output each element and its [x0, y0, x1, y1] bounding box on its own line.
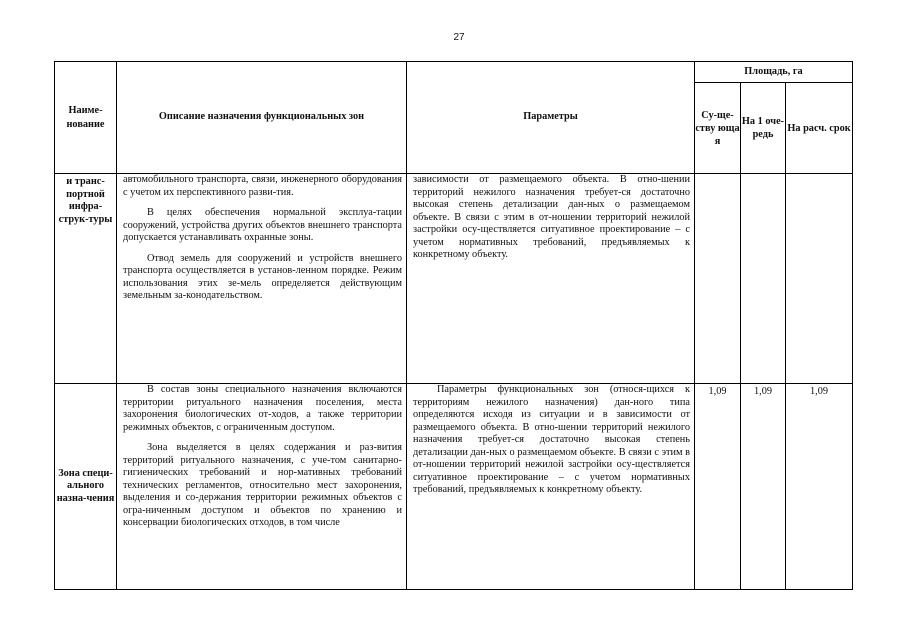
description-paragraph: Зона выделяется в целях содержания и раз-вития территорий ритуального назначения, с уче-том санитарно-гигиенических требований и нор-мативных требований технических регламентов, относительно мест захоронения, выделения и со-держания территории режимных объектов с огра-ниченным доступом и объектов по хранению и консервации биологических отходов, в том числе: [123, 442, 402, 528]
header-description: [117, 62, 407, 174]
page-number: 27: [453, 32, 465, 43]
row-calc-term-cell: [786, 174, 853, 384]
header-existing-label: Су-ще-ству юща я: [695, 109, 740, 147]
row-first-stage-cell: [741, 174, 786, 384]
header-area: [695, 62, 853, 83]
row-name: и транс-портной инфра-струк-туры: [58, 176, 113, 225]
description-paragraph: В целях обеспечения нормальной эксплуа-тации сооружений, устройства других объектов внешнего транспорта допускается устанавливать охранные зоны.: [123, 207, 402, 243]
description-paragraph: автомобильного транспорта, связи, инженерного оборудования с учетом их перспективного разви-тия.: [123, 174, 402, 198]
functional-zones-table: [54, 61, 853, 590]
header-first-stage: [741, 83, 786, 174]
row-description-cell: [117, 174, 407, 384]
row-calc-term-cell: [786, 384, 853, 590]
row-existing-cell: [695, 384, 741, 590]
row-description-cell: [117, 384, 407, 590]
header-existing: [695, 83, 741, 174]
row-name-cell: [55, 384, 117, 590]
header-name: [55, 62, 117, 174]
description-paragraph: В состав зоны специального назначения включаются территории ритуального назначения поселения, места захоронения биологических от-ходов, а также территории режимных объектов, с ограниченным доступом.: [123, 384, 402, 433]
header-calc-term: [786, 83, 853, 174]
row-name: Зона специ-ального назна-чения: [56, 467, 115, 504]
header-area-label: Площадь, га: [744, 65, 803, 77]
parameters-paragraph: зависимости от размещаемого объекта. В отно-шении территорий нежилого назначения требует-ся достаточно высокая степень детализации дан-ных о размещаемом объекте. В связи с этим в от-ношении территорий нежилой застройки осу-ществляется ситуативное проектирование – с учетом нормативных требований, предъявляемых к конкретному объекту.: [413, 174, 690, 260]
description-paragraph: Отвод земель для сооружений и устройств внешнего транспорта осуществляется в установ-ленном порядке. Режим использования этих зе-мель определяется действующим земельным за-конодательством.: [123, 252, 402, 301]
row-existing: 1,09: [708, 386, 727, 397]
header-name-label: Наиме-нование: [66, 105, 105, 130]
row-first-stage: 1,09: [753, 386, 773, 397]
row-calc-term: 1,09: [809, 386, 829, 397]
row-parameters-cell: [407, 384, 695, 590]
header-parameters: [407, 62, 695, 174]
table-row: [55, 174, 853, 384]
parameters-paragraph: Параметры функциональных зон (относя-щихся к территориям нежилого назначения) дан-ного типа определяются исходя из ситуации и в зависимости от размещаемого объекта. В отно-шении территорий нежилого назначения требует-ся достаточно высокая степень детализации дан-ных о размещаемом объекте. В связи с этим в от-ношении территорий нежилой застройки осу-ществляется ситуативное проектирование – с учетом нормативных требований, предъявляемых к конкретному объекту.: [413, 384, 690, 495]
row-parameters-cell: [407, 174, 695, 384]
header-description-label: Описание назначения функциональных зон: [158, 111, 365, 123]
header-calc-term-label: На расч. срок: [787, 122, 851, 134]
header-first-stage-label: На 1 оче-редь: [741, 116, 785, 140]
header-parameters-label: Параметры: [523, 111, 578, 123]
row-first-stage-cell: [741, 384, 786, 590]
row-name-cell: [55, 174, 117, 384]
table-row: [55, 384, 853, 590]
row-existing-cell: [695, 174, 741, 384]
